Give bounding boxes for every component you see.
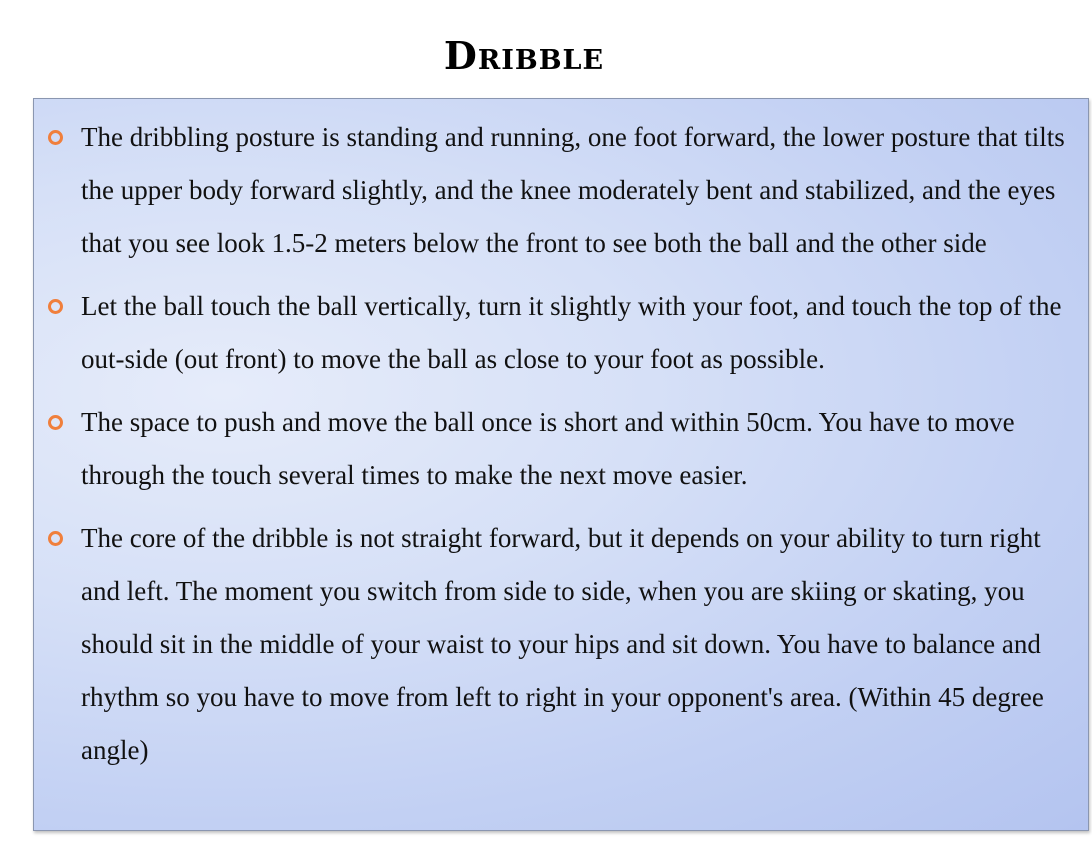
- bullet-item: [34, 396, 1090, 502]
- slide-title: Dribble: [443, 33, 605, 78]
- bullet-item: [34, 512, 1090, 777]
- bullet-text: The space to push and move the ball once is short and within 50cm. You have to move through the touch several times to make the next move easier.: [81, 407, 1015, 490]
- bullet-circle-icon: [48, 299, 63, 314]
- bullet-item: [34, 111, 1090, 270]
- content-box: [33, 98, 1089, 831]
- bullet-text: Let the ball touch the ball vertically, turn it slightly with your foot, and touch the top of the out-side (out front) to move the ball as close to your foot as possible.: [81, 291, 1062, 374]
- bullet-text: The dribbling posture is standing and running, one foot forward, the lower posture that tilts the upper body forward slightly, and the knee moderately bent and stabilized, and the eyes that you see look 1.5-2 meters below the front to see both the ball and the other side: [81, 122, 1065, 258]
- bullet-item: [34, 280, 1090, 386]
- bullet-circle-icon: [48, 130, 63, 145]
- bullet-list: [34, 111, 1090, 787]
- bullet-text: The core of the dribble is not straight forward, but it depends on your ability to turn right and left. The moment you switch from side to side, when you are skiing or skating, you should sit in the middle of your waist to your hips and sit down. You have to balance and rhythm so you have to move from left to right in your opponent's area. (Within 45 degree angle): [81, 523, 1044, 765]
- bullet-circle-icon: [48, 415, 63, 430]
- bullet-circle-icon: [48, 531, 63, 546]
